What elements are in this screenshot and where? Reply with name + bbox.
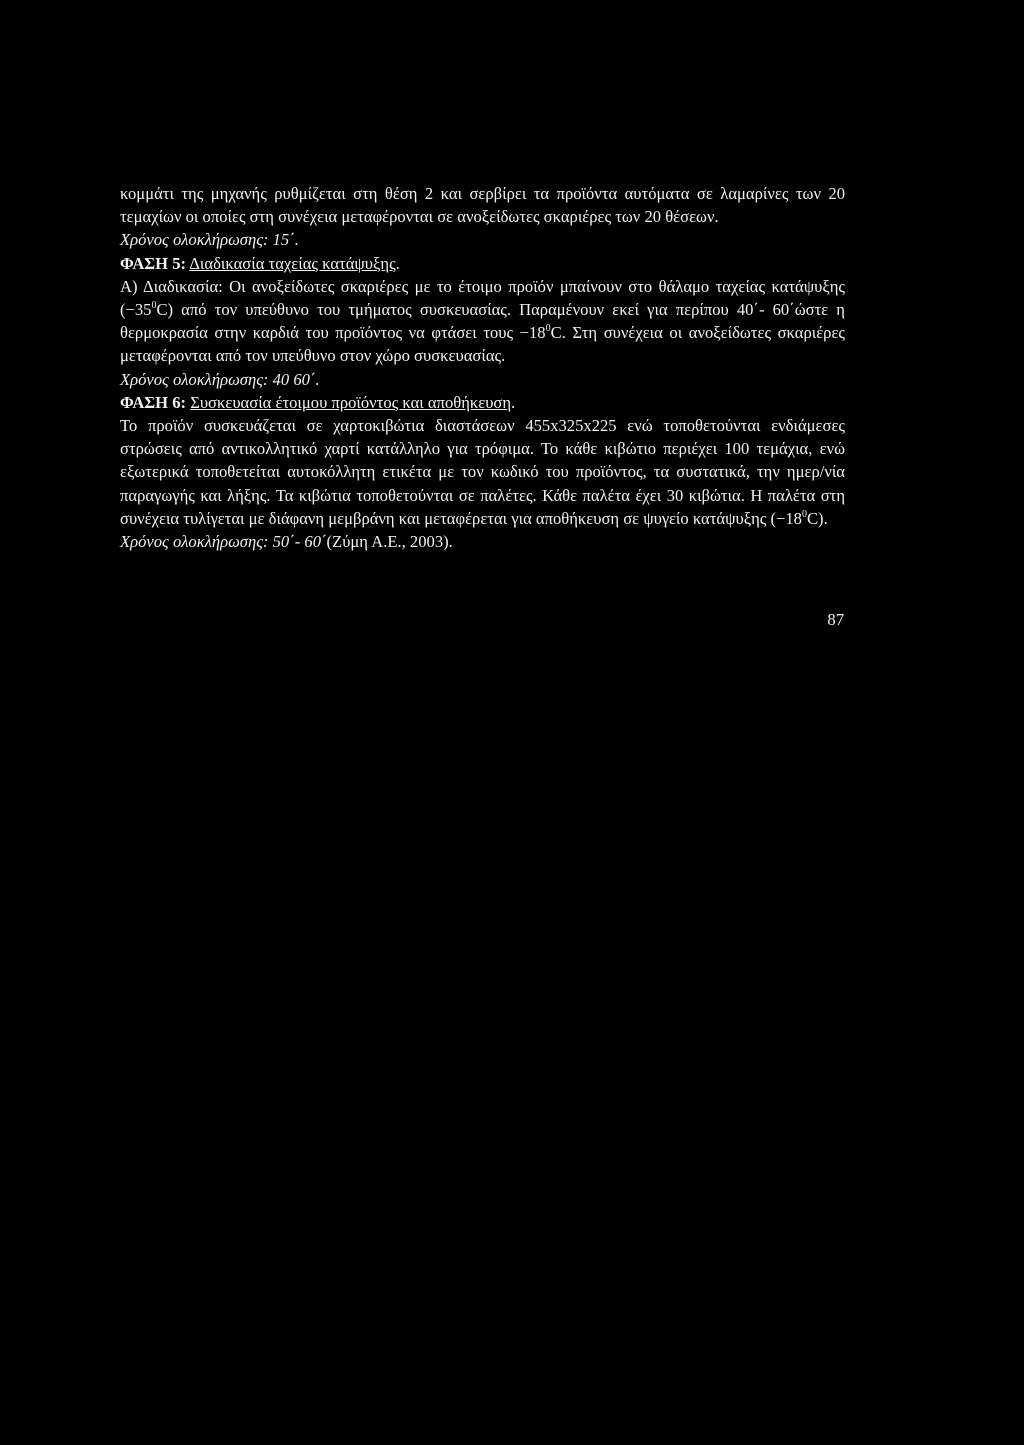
phase-6-label: ΦΑΣΗ 6: [120,392,187,412]
paragraph-phase6-packaging [120,414,845,530]
phase-6-title: Συσκευασία έτοιμου προϊόντος και αποθήκευση [190,392,512,412]
phase-5-title: Διαδικασία ταχείας κατάψυξης [189,253,396,273]
completion-time-phase5 [120,368,845,391]
procedure-text-a: Α) Διαδικασία: Οι ανοξείδωτες σκαριέρες με το έτοιμο προϊόν μπαίνουν στο θάλαμο ταχείας κατάψυξης (−35 [120,276,845,320]
procedure-text-c: C. Στη συνέχεια οι ανοξείδωτες σκαριέρες μεταφέρονται από τον υπεύθυνο στον χώρο συσκευασίας. [120,323,845,366]
phase-5-period: . [395,253,400,273]
citation-reference: (Ζύμη Α.Ε., 2003). [326,532,453,552]
paragraph-text: κομμάτι της μηχανής ρυθμίζεται στη θέση 2 και σερβίρει τα προϊόντα αυτόματα σε λαμαρίνες των 20 τεμαχίων οι οποίες στη συνέχεια μεταφέρονται σε ανοξείδωτες σκαριέρες των 20 θέσεων. [120,184,845,227]
degree-superscript: 0 [151,300,157,312]
page-number: 87 [827,610,844,629]
page-body [120,182,845,553]
completion-time-phase6 [120,530,845,553]
phase-6-period: . [511,392,516,412]
degree-superscript: 0 [545,323,551,335]
completion-time-text: Χρόνος ολοκλήρωσης: 50΄- 60΄ [120,532,327,552]
degree-superscript: 0 [801,508,807,520]
phase-5-heading [120,252,845,275]
packaging-text-a: Το προϊόν συσκευάζεται σε χαρτοκιβώτια διαστάσεων 455x325x225 ενώ τοποθετούνται ενδιάμεσες στρώσεις από αντικολλητικό χαρτί κατάλληλο για τρόφιμα. Το κάθε κιβώτιο περιέχει 100 τεμάχια, ενώ εξωτερικά τοποθετείται αυτοκόλλητη ετικέτα με τον κωδικό του προϊόντος, τα συστατικά, την ημερ/νία παραγωγής και λήξης. Τα κιβώτια τοποθετούνται σε παλέτες. Κάθε παλέτα έχει 30 κιβώτια. Η παλέτα στη συνέχεια τυλίγεται με διάφανη μεμβράνη και μεταφέρεται για αποθήκευση σε ψυγείο κατάψυξης (−18 [120,416,845,528]
paragraph-phase4-end [120,182,845,228]
packaging-text-b: C). [806,508,828,528]
completion-time-text: Χρόνος ολοκλήρωσης: 15΄. [120,230,299,250]
phase-5-label: ΦΑΣΗ 5: [120,253,187,273]
procedure-text-b: C) από τον υπεύθυνο του τμήματος συσκευασίας. Παραμένουν εκεί για περίπου 40΄- 60΄ώστε η θερμοκρασία στην καρδιά του προϊόντος να φτάσει τους −18 [120,300,845,343]
paragraph-phase5-procedure [120,275,845,368]
completion-time-phase4 [120,228,845,251]
completion-time-text: Χρόνος ολοκλήρωσης: 40 60΄. [120,369,320,389]
phase-6-heading [120,391,845,414]
